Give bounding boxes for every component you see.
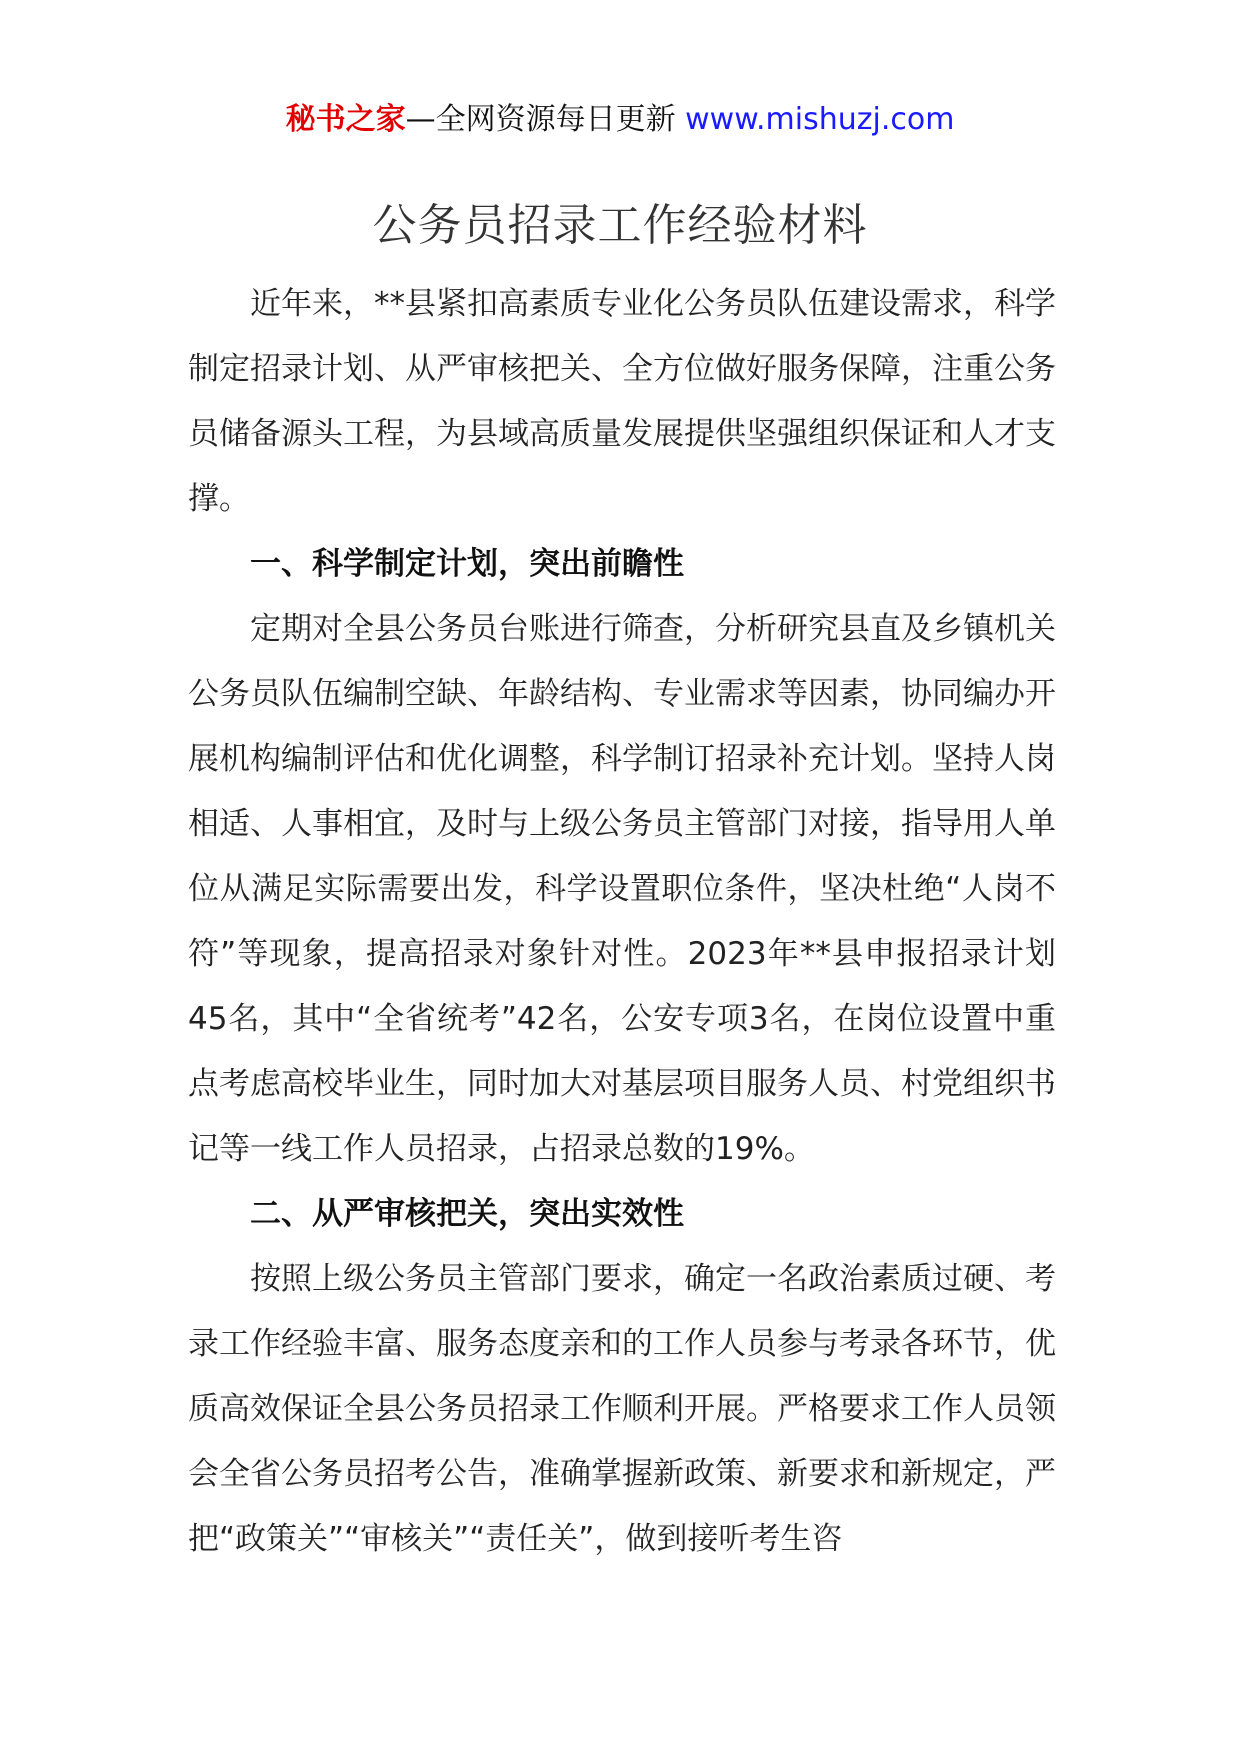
header-slogan: —全网资源每日更新 [405,102,676,137]
section-heading-1: 一、科学制定计划，突出前瞻性 [250,546,684,582]
section-paragraph-1: 定期对全县公务员台账进行筛查，分析研究县直及乡镇机关公务员队伍编制空缺、年龄结构、专业需求等因素，协同编办开展机构编制评估和优化调整，科学制订招录补充计划。坚持人岗相适、人事相宜，及时与上级公务员主管部门对接，指导用人单位从满足实际需要出发，科学设置职位条件，坚决杜绝“人岗不符”等现象，提高招录对象针对性。2023年**县申报招录计划45名，其中“全省统考”42名，公安专项3名，在岗位设置中重点考虑高校毕业生，同时加大对基层项目服务人员、村党组织书记等一线工作人员招录，占招录总数的19%。 [188,611,1056,1167]
document-title: 公务员招录工作经验材料 [372,200,868,251]
document-body [188,272,1056,1572]
section-heading-2: 二、从严审核把关，突出实效性 [250,1196,684,1232]
section-paragraph-2: 按照上级公务员主管部门要求，确定一名政治素质过硬、考录工作经验丰富、服务态度亲和的工作人员参与考录各环节，优质高效保证全县公务员招录工作顺利开展。严格要求工作人员领会全省公务员招考公告，准确掌握新政策、新要求和新规定，严把“政策关”“审核关”“责任关”，做到接听考生咨 [188,1261,1056,1557]
site-header [0,100,1240,140]
brand-name: 秘书之家 [285,102,406,137]
intro-paragraph: 近年来，**县紧扣高素质专业化公务员队伍建设需求，科学制定招录计划、从严审核把关、全方位做好服务保障，注重公务员储备源头工程，为县域高质量发展提供坚强组织保证和人才支撑。 [188,286,1056,517]
site-url-link[interactable]: www.mishuzj.com [685,102,955,137]
